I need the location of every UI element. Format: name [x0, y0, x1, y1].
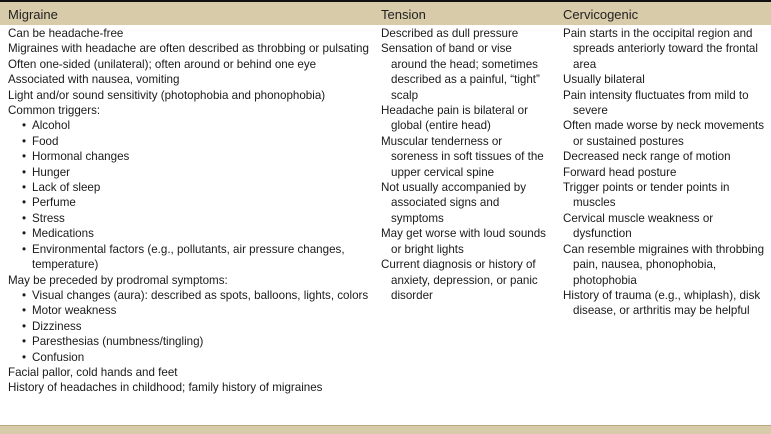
bullet-icon: •: [22, 165, 27, 179]
list-item: [8, 319, 372, 334]
header-tension: Tension: [381, 7, 426, 22]
list-item: Often one-sided (unilateral); often around or behind one eye: [8, 57, 317, 71]
list-item-text: Lack of sleep: [32, 181, 101, 195]
list-item-text: Paresthesias (numbness/tingling): [32, 335, 204, 349]
bullet-icon: •: [22, 211, 27, 225]
bullet-icon: •: [22, 335, 27, 349]
list-item: [8, 180, 372, 195]
list-item-text: Food: [32, 134, 59, 148]
list-item-text: Perfume: [32, 196, 76, 210]
list-item-text: Hormonal changes: [32, 150, 130, 164]
column-tension: [381, 26, 547, 303]
list-item: [8, 242, 372, 273]
bullet-icon: •: [22, 119, 27, 133]
list-item: Not usually accompanied by associated signs and symptoms: [381, 181, 527, 225]
list-item: Facial pallor, cold hands and feet: [8, 365, 178, 379]
list-item: History of trauma (e.g., whiplash), disk disease, or arthritis may be helpful: [563, 288, 761, 318]
list-item: Cervical muscle weakness or dysfunction: [563, 211, 714, 241]
list-item: Pain intensity fluctuates from mild to severe: [563, 88, 749, 118]
list-item: Light and/or sound sensitivity (photophobia and phonophobia): [8, 88, 326, 102]
list-item: May get worse with loud sounds or bright lights: [381, 227, 546, 256]
bullet-icon: •: [22, 304, 27, 318]
bullet-icon: •: [22, 196, 27, 210]
list-item: [8, 350, 372, 365]
header-cervicogenic: Cervicogenic: [563, 7, 639, 22]
list-item: Decreased neck range of motion: [563, 150, 731, 164]
list-item-text: Hunger: [32, 165, 71, 179]
bullet-icon: •: [22, 181, 27, 195]
list-item: [8, 118, 372, 133]
list-item: [8, 165, 372, 180]
list-item: [8, 211, 372, 226]
bullet-icon: •: [22, 350, 27, 364]
bullet-icon: •: [22, 150, 27, 164]
list-item: [8, 134, 372, 149]
bullet-icon: •: [22, 319, 27, 333]
list-item: Forward head posture: [563, 165, 677, 179]
list-item: Muscular tenderness or soreness in soft tissues of the upper cervical spine: [381, 134, 544, 179]
list-item: [8, 195, 372, 210]
list-item: [8, 288, 372, 303]
list-item-text: Medications: [32, 227, 94, 241]
list-item-text: Confusion: [32, 350, 85, 364]
header-migraine: Migraine: [8, 7, 58, 22]
table-header: [0, 2, 771, 25]
list-item: [8, 303, 372, 318]
bullet-icon: •: [22, 134, 27, 148]
list-item: Usually bilateral: [563, 73, 645, 87]
list-item-text: Stress: [32, 211, 65, 225]
list-item-text: Visual changes (aura): described as spots, balloons, lights, colors: [32, 288, 369, 302]
list-item: Migraines with headache are often described as throbbing or pulsating: [8, 42, 369, 56]
list-item: Can resemble migraines with throbbing pain, nausea, phonophobia, photophobia: [563, 242, 765, 287]
list-item: [8, 334, 372, 349]
list-item: Trigger points or tender points in muscles: [563, 181, 730, 210]
list-item: History of headaches in childhood; family history of migraines: [8, 381, 323, 395]
column-migraine: [8, 26, 372, 396]
list-item: [8, 149, 372, 164]
list-item: Described as dull pressure: [381, 27, 519, 40]
list-item: Common triggers:: [8, 104, 101, 118]
list-item: May be preceded by prodromal symptoms:: [8, 273, 228, 287]
list-item: Sensation of band or vise around the head; sometimes described as a painful, “tight” scalp: [381, 42, 540, 102]
list-item-text: Motor weakness: [32, 304, 117, 318]
list-item: Headache pain is bilateral or global (entire head): [381, 104, 528, 133]
bullet-icon: •: [22, 227, 27, 241]
list-item: Associated with nausea, vomiting: [8, 73, 180, 87]
list-item: Pain starts in the occipital region and spreads anteriorly toward the frontal area: [563, 27, 758, 71]
list-item: Current diagnosis or history of anxiety, depression, or panic disorder: [381, 258, 538, 302]
list-item-text: Alcohol: [32, 119, 71, 133]
column-cervicogenic: [563, 26, 768, 319]
list-item: [8, 226, 372, 241]
list-item: Often made worse by neck movements or sustained postures: [563, 119, 765, 148]
list-item-text: Environmental factors (e.g., pollutants, air pressure changes, temperature): [32, 242, 345, 272]
list-item: Can be headache-free: [8, 27, 124, 40]
list-item-text: Dizziness: [32, 319, 82, 333]
bullet-icon: •: [22, 288, 27, 302]
bullet-icon: •: [22, 242, 27, 256]
